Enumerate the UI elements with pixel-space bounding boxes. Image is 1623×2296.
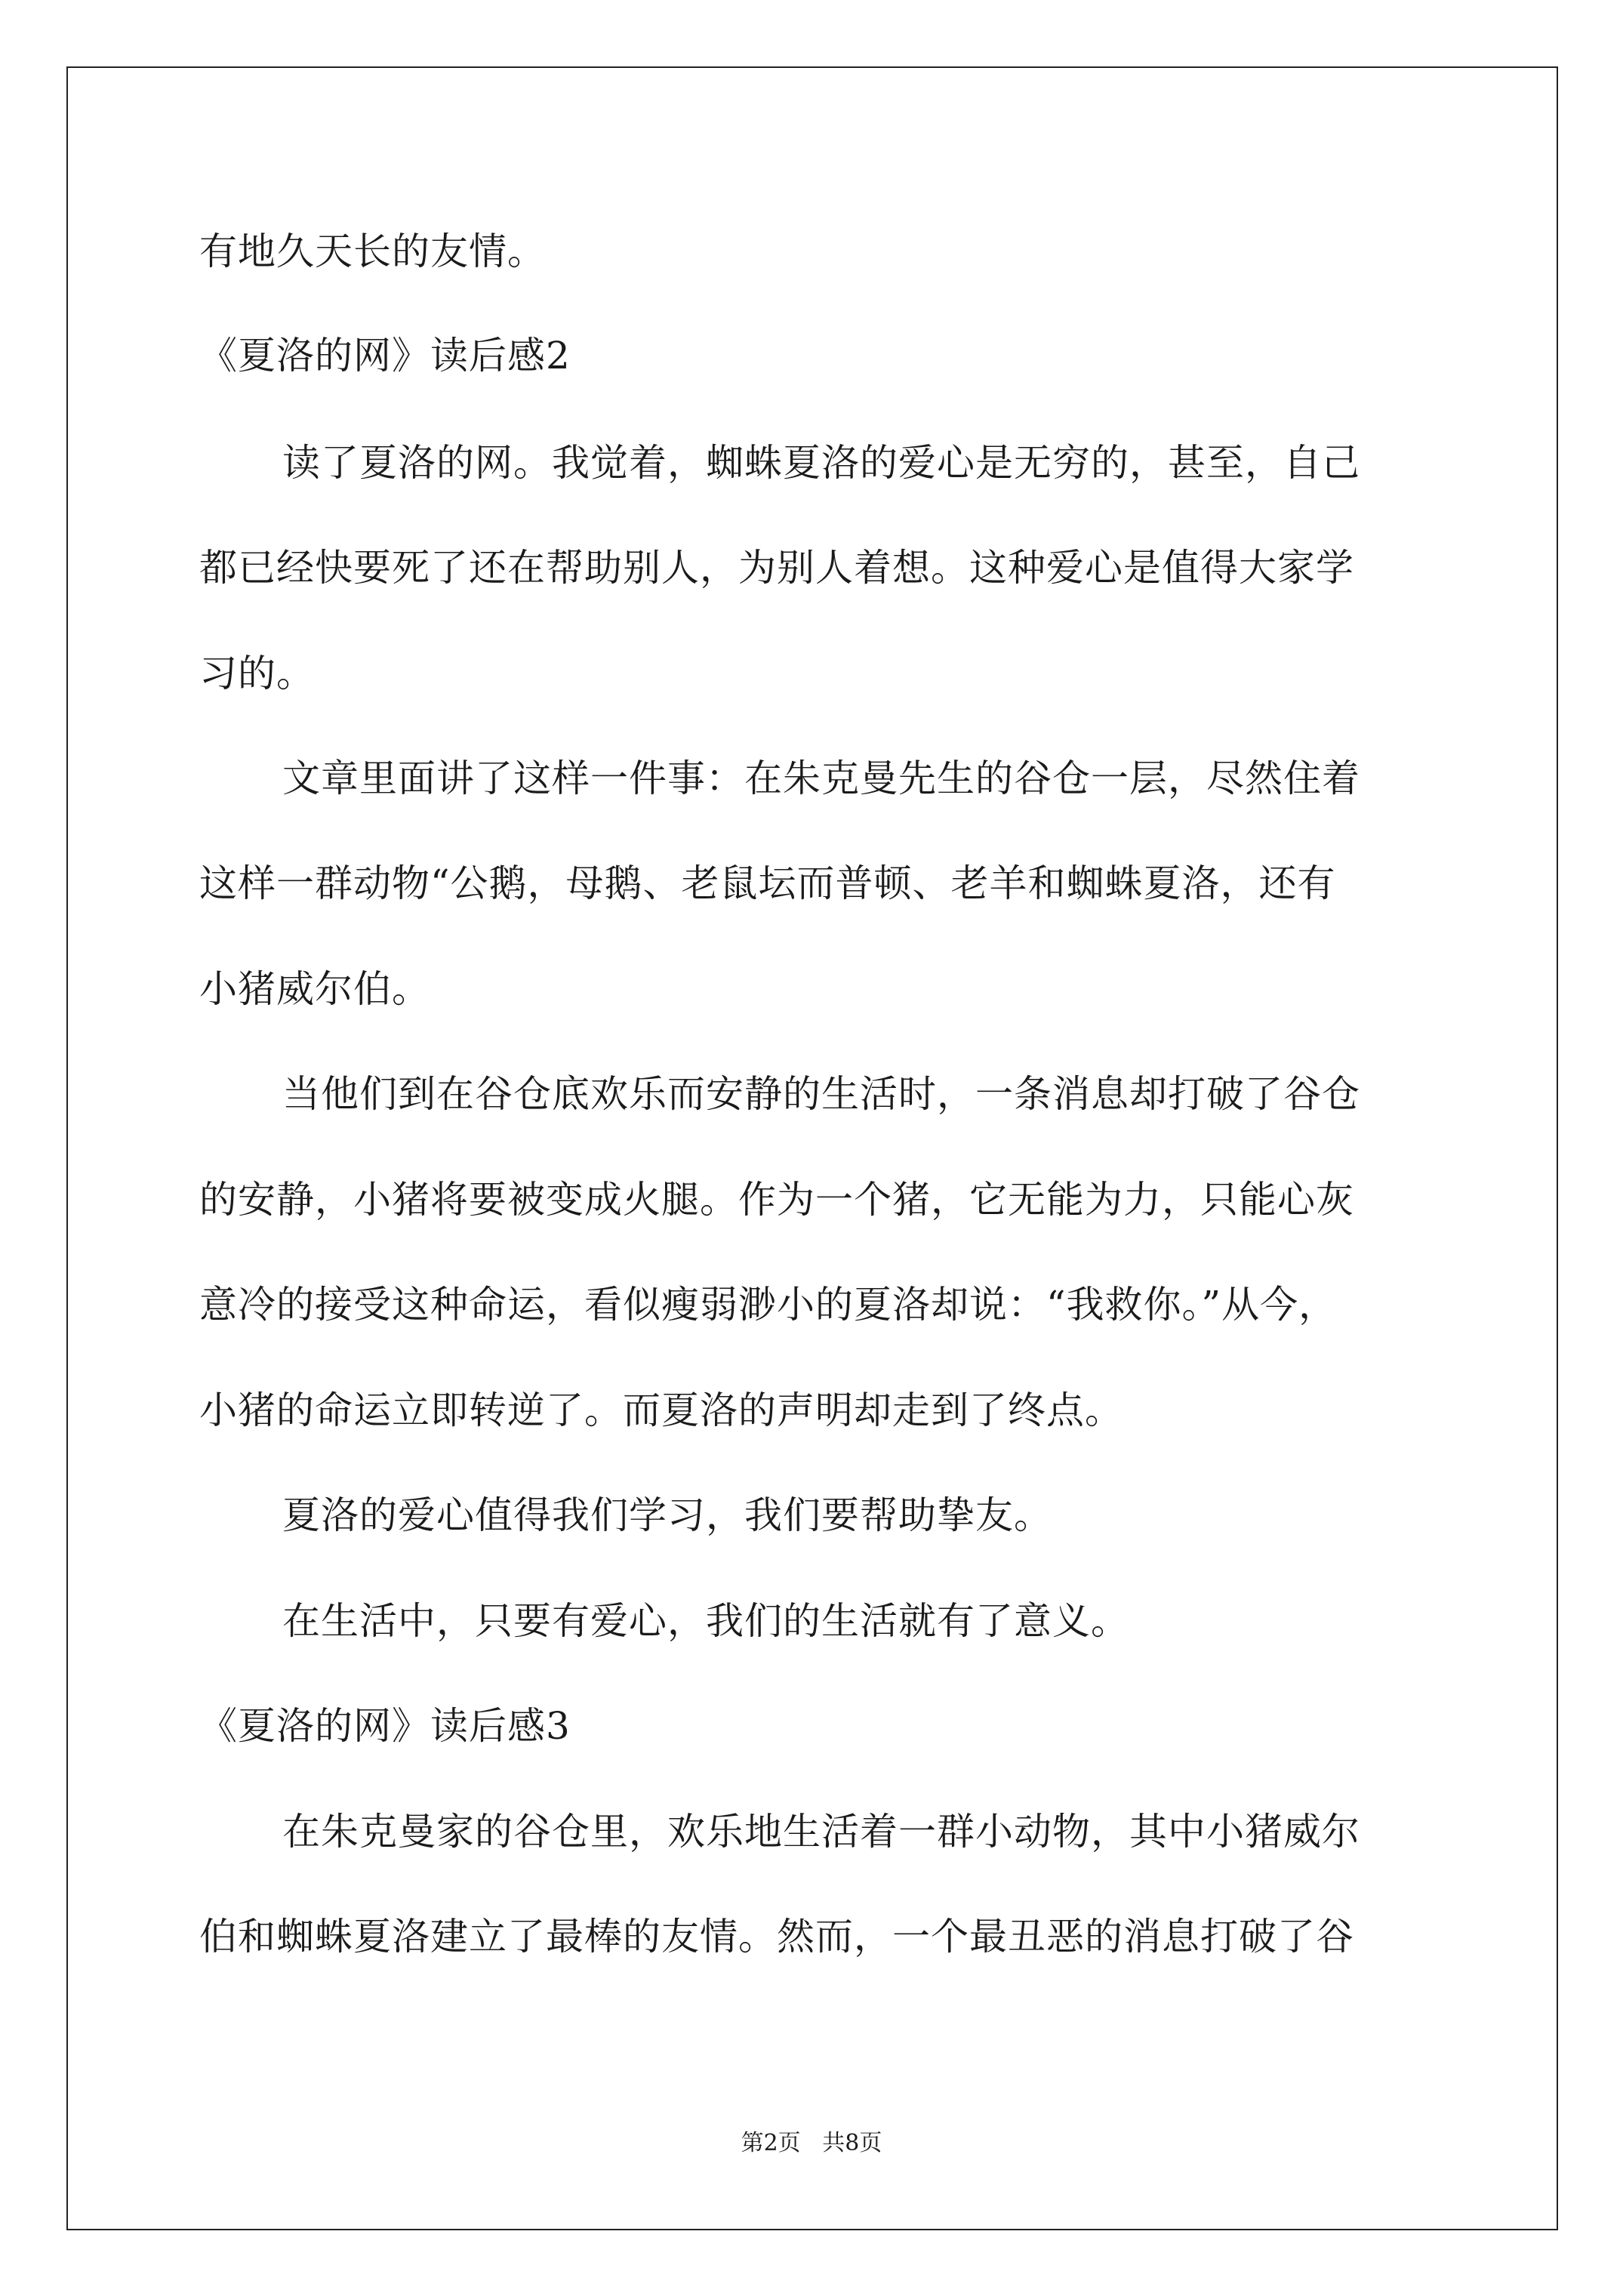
paragraph-line: 都已经快要死了还在帮助别人，为别人着想。这种爱心是值得大家学 [199, 546, 1354, 590]
section-heading: 《夏洛的网》读后感3 [199, 1704, 571, 1748]
paragraph-line: 的安静，小猪将要被变成火腿。作为一个猪，它无能为力，只能心灰 [199, 1178, 1354, 1222]
paragraph-line: 夏洛的爱心值得我们学习，我们要帮助挚友。 [282, 1493, 1052, 1537]
page-border [66, 66, 1558, 2230]
paragraph-line: 当他们到在谷仓底欢乐而安静的生活时，一条消息却打破了谷仓 [282, 1072, 1360, 1116]
section-heading: 《夏洛的网》读后感2 [199, 334, 571, 378]
paragraph-line: 伯和蜘蛛夏洛建立了最棒的友情。然而，一个最丑恶的消息打破了谷 [199, 1915, 1354, 1959]
paragraph-line: 有地久天长的友情。 [199, 230, 546, 273]
page-footer [0, 2130, 1623, 2157]
paragraph-line: 习的。 [199, 652, 315, 695]
paragraph-line: 在生活中，只要有爱心，我们的生活就有了意义。 [282, 1599, 1129, 1643]
paragraph-line: 文章里面讲了这样一件事：在朱克曼先生的谷仓一层，尽然住着 [282, 757, 1360, 800]
page-total: 共8页 [822, 2130, 882, 2156]
paragraph-line: 在朱克曼家的谷仓里，欢乐地生活着一群小动物，其中小猪威尔 [282, 1810, 1360, 1854]
paragraph-line: 小猪威尔伯。 [199, 967, 430, 1011]
paragraph-line: 读了夏洛的网。我觉着，蜘蛛夏洛的爱心是无穷的，甚至，自己 [282, 441, 1360, 485]
paragraph-line: 意冷的接受这种命运，看似瘦弱渺小的夏洛却说：“我救你。”从今， [199, 1283, 1338, 1327]
page-number: 第2页 [741, 2130, 801, 2156]
paragraph-line: 这样一群动物“公鹅，母鹅、老鼠坛而普顿、老羊和蜘蛛夏洛，还有 [199, 861, 1336, 905]
paragraph-line: 小猪的命运立即转逆了。而夏洛的声明却走到了终点。 [199, 1388, 1123, 1432]
